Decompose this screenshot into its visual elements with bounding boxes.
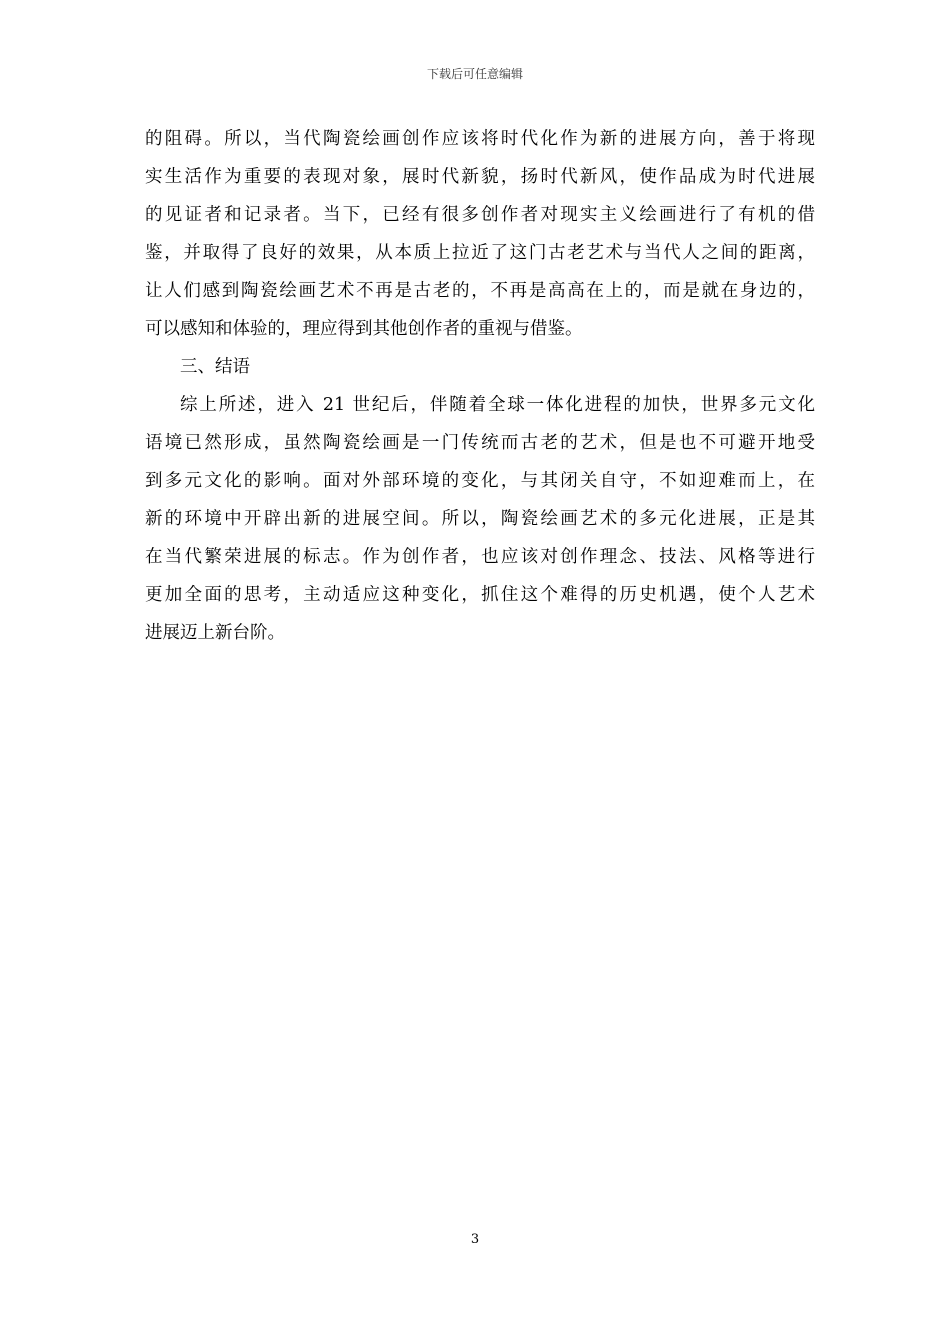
text-line: 的阻碍。所以，当代陶瓷绘画创作应该将时代化作为新的进展方向，善于将现 [145, 129, 815, 149]
text-line: 语境已然形成，虽然陶瓷绘画是一门传统而古老的艺术，但是也不可避开地受 [145, 433, 815, 453]
paragraph-conclusion-of-section-2 [145, 120, 815, 348]
page-number: 3 [470, 1232, 480, 1247]
text-line: 更加全面的思考，主动适应这种变化，抓住这个难得的历史机遇，使个人艺术 [145, 585, 815, 605]
document-body [145, 120, 815, 652]
text-line: 鉴，并取得了良好的效果，从本质上拉近了这门古老艺术与当代人之间的距离， [145, 243, 815, 263]
text-line: 让人们感到陶瓷绘画艺术不再是古老的，不再是高高在上的，而是就在身边的， [145, 281, 815, 301]
section-heading: 三、结语 [180, 357, 250, 377]
text-line: 进展迈上新台阶。 [145, 623, 285, 643]
paragraph-conclusion [145, 386, 815, 652]
text-line: 综上所述，进入 21 世纪后，伴随着全球一体化进程的加快，世界多元文化 [180, 395, 815, 415]
text-line: 的见证者和记录者。当下，已经有很多创作者对现实主义绘画进行了有机的借 [145, 205, 815, 225]
text-line: 在当代繁荣进展的标志。作为创作者，也应该对创作理念、技法、风格等进行 [145, 547, 815, 567]
text-line: 实生活作为重要的表现对象，展时代新貌，扬时代新风，使作品成为时代进展 [145, 167, 815, 187]
page-header: 下载后可任意编辑 [426, 67, 523, 81]
text-line: 新的环境中开辟出新的进展空间。所以，陶瓷绘画艺术的多元化进展，正是其 [145, 509, 815, 529]
text-line: 可以感知和体验的，理应得到其他创作者的重视与借鉴。 [145, 319, 583, 339]
text-line: 到多元文化的影响。面对外部环境的变化，与其闭关自守，不如迎难而上，在 [145, 471, 815, 491]
